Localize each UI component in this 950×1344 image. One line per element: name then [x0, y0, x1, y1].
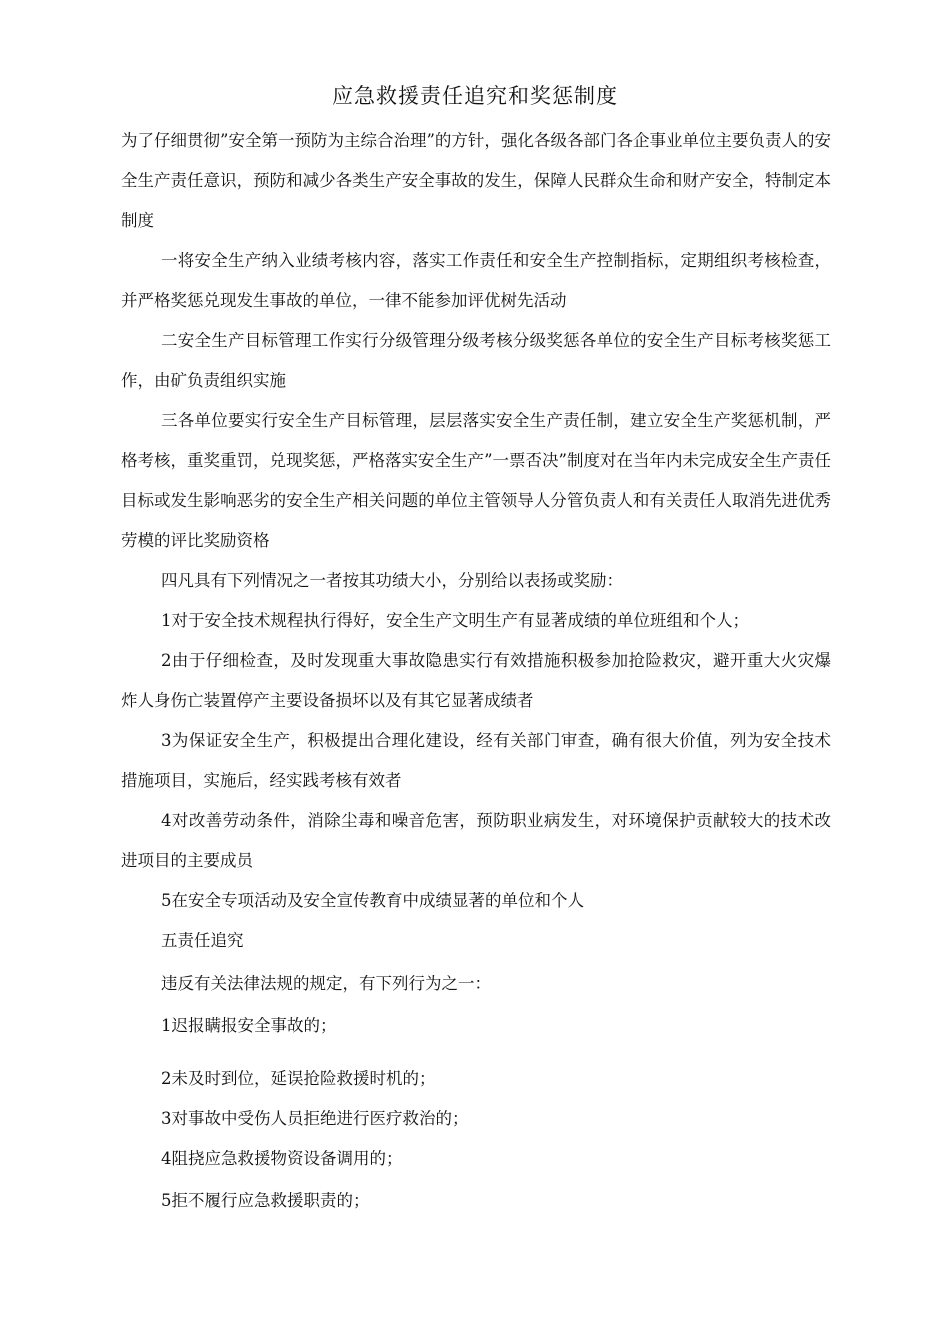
- violation-item-4: 4阻挠应急救援物资设备调用的；: [161, 1149, 403, 1168]
- violation-intro: 违反有关法律法规的规定，有下列行为之一：: [161, 974, 491, 993]
- violation-item-3: 3对事故中受伤人员拒绝进行医疗救治的；: [161, 1109, 469, 1128]
- reward-item-5: 5在安全专项活动及安全宣传教育中成绩显著的单位和个人: [161, 891, 584, 910]
- paragraph-1: 一将安全生产纳入业绩考核内容，落实工作责任和安全生产控制指标，定期组织考核检查，并严格奖惩兑现发生事故的单位，一律不能参加评优树先活动: [121, 251, 831, 310]
- reward-item-1: 1对于安全技术规程执行得好，安全生产文明生产有显著成绩的单位班组和个人；: [161, 611, 749, 630]
- violation-item-1: 1迟报瞒报安全事故的；: [161, 1016, 337, 1035]
- paragraph-4-heading: 四凡具有下列情况之一者按其功绩大小，分别给以表扬或奖励：: [161, 571, 623, 590]
- paragraph-3: 三各单位要实行安全生产目标管理，层层落实安全生产责任制，建立安全生产奖惩机制，严格考核，重奖重罚，兑现奖惩，严格落实安全生产”一票否决”制度对在当年内未完成安全生产责任目标或发生影响恶劣的安全生产相关问题的单位主管领导人分管负责人和有关责任人取消先进优秀劳模的评比奖励资格: [121, 411, 831, 550]
- violation-item-5: 5拒不履行应急救援职责的；: [161, 1191, 370, 1210]
- intro-paragraph: 为了仔细贯彻”安全第一预防为主综合治理”的方针，强化各级各部门各企事业单位主要负责人的安全生产责任意识，预防和减少各类生产安全事故的发生，保障人民群众生命和财产安全，特制定本制度: [121, 131, 831, 230]
- paragraph-2: 二安全生产目标管理工作实行分级管理分级考核分级奖惩各单位的安全生产目标考核奖惩工作，由矿负责组织实施: [121, 331, 831, 390]
- section-5-heading: 五责任追究: [161, 931, 244, 950]
- reward-item-2: 2由于仔细检查，及时发现重大事故隐患实行有效措施积极参加抢险救灾，避开重大火灾爆炸人身伤亡装置停产主要设备损坏以及有其它显著成绩者: [121, 651, 831, 710]
- reward-item-3: 3为保证安全生产，积极提出合理化建设，经有关部门审查，确有很大价值，列为安全技术措施项目，实施后，经实践考核有效者: [121, 731, 831, 790]
- document-title: 应急救援责任追究和奖惩制度: [332, 84, 618, 108]
- violation-item-2: 2未及时到位，延误抢险救援时机的；: [161, 1069, 436, 1088]
- reward-item-4: 4对改善劳动条件，消除尘毒和噪音危害，预防职业病发生，对环境保护贡献较大的技术改进项目的主要成员: [121, 811, 831, 870]
